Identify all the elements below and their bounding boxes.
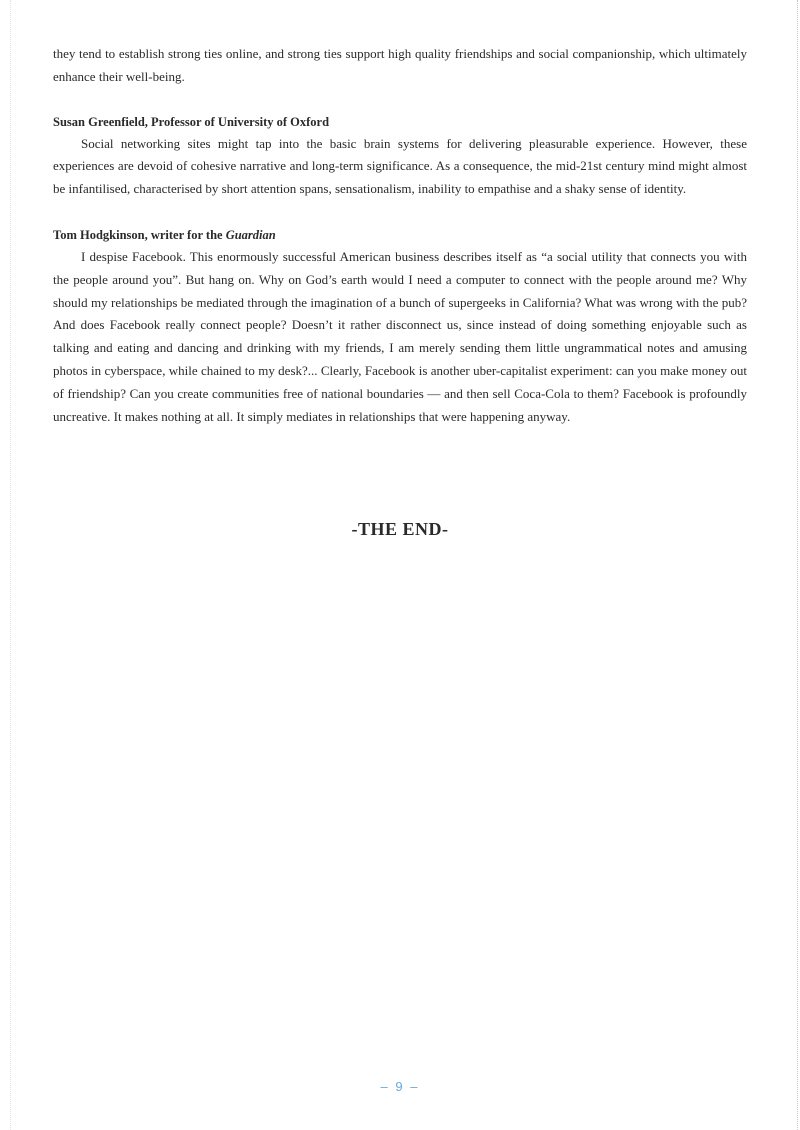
- page-edge-right: [796, 0, 798, 1130]
- section-heading-hodgkinson: [53, 224, 747, 246]
- document-body: [53, 43, 747, 428]
- section-body-greenfield: Social networking sites might tap into the basic brain systems for delivering pleasurable experience. However, these experiences are devoid of cohesive narrative and long-term significance. As a consequence, the mid-21st century mind might almost be infantilised, characterised by short attention spans, sensationalism, inability to empathise and a shaky sense of identity.: [53, 135, 747, 197]
- end-marker: -THE END-: [351, 519, 449, 539]
- page-number: – 9 –: [380, 1079, 420, 1094]
- intro-paragraph: they tend to establish strong ties online, and strong ties support high quality friendships and social companionship, which ultimately enhance their well-being.: [53, 46, 747, 84]
- section-body-hodgkinson: I despise Facebook. This enormously successful American business describes itself as “a social utility that connects you with the people around you”. But hang on. Why on God’s earth would I need a computer to connect with the people around me? Why should my relationships be mediated through the imagination of a bunch of supergeeks in California? What was wrong with the pub? And does Facebook really connect people? Doesn’t it rather disconnect us, since instead of doing something enjoyable such as talking and eating and dancing and drinking with my friends, I am merely sending them little ungrammatical notes and amusing photos in cyberspace, while chained to my desk?... Clearly, Facebook is another uber-capitalist experiment: can you make money out of friendship? Can you create communities free of national boundaries — and then sell Coca-Cola to them? Facebook is profoundly uncreative. It makes nothing at all. It simply mediates in relationships that were happening anyway.: [53, 248, 747, 424]
- publication-name: Guardian: [225, 227, 276, 242]
- page-edge-left: [10, 0, 12, 1130]
- section-heading-greenfield: Susan Greenfield, Professor of University of Oxford: [53, 114, 330, 129]
- heading-prefix: Tom Hodgkinson, writer for the: [53, 227, 226, 242]
